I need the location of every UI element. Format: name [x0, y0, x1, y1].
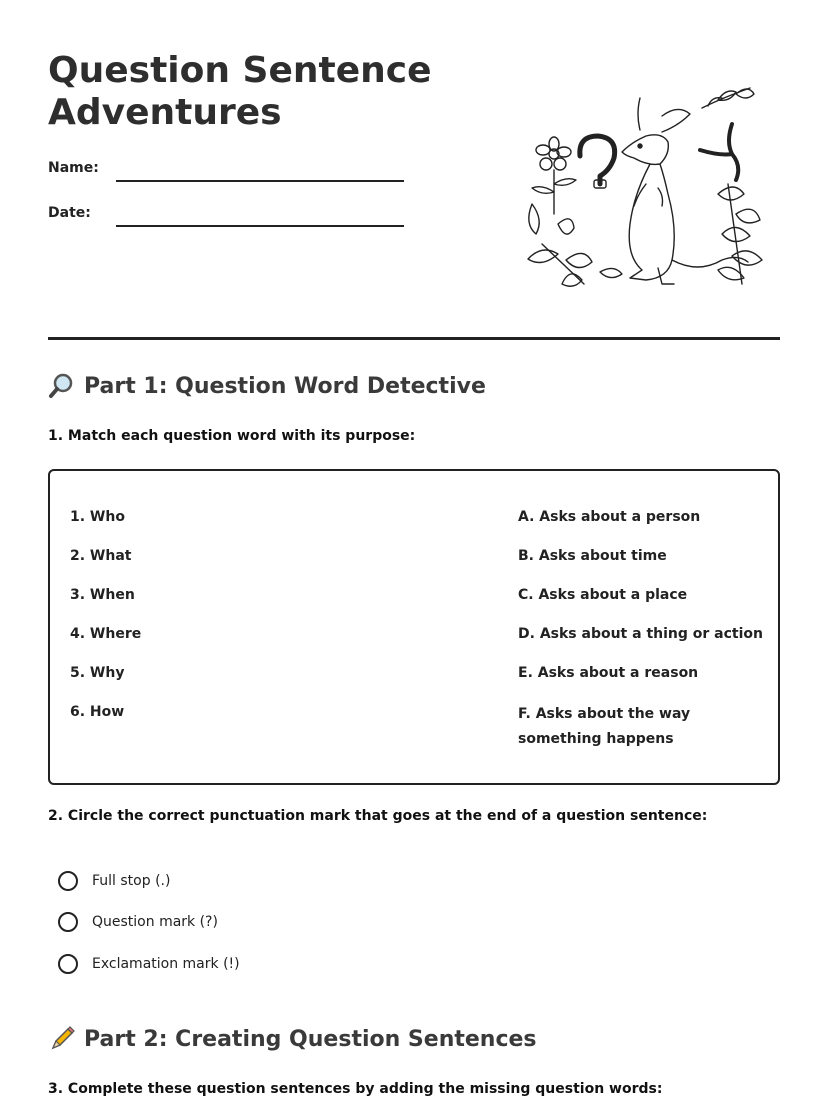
purpose-item: D. Asks about a thing or action [518, 626, 763, 642]
flower-icon [532, 137, 576, 214]
question-word-item: 6. How [70, 704, 125, 720]
title-line-2: Adventures [48, 92, 282, 133]
leaves-icon [718, 184, 762, 284]
section-divider [48, 337, 780, 340]
radio-circle[interactable] [58, 912, 78, 932]
radio-circle[interactable] [58, 871, 78, 891]
title-line-1: Question Sentence [48, 50, 432, 91]
option-label: Full stop (.) [92, 873, 171, 889]
question-2: 2. Circle the correct punctuation mark that goes at the end of a question sentence: [48, 808, 708, 824]
purpose-item: A. Asks about a person [518, 509, 701, 525]
option-label: Question mark (?) [92, 914, 218, 930]
kangaroo-illustration [522, 84, 768, 294]
question-word-item: 3. When [70, 587, 135, 603]
option-exclamation-mark[interactable] [58, 954, 240, 974]
purposes-list [518, 507, 768, 752]
matching-box [48, 469, 780, 785]
date-field[interactable] [116, 225, 404, 227]
question-word-item: 1. Who [70, 509, 125, 525]
question-1: 1. Match each question word with its purpose: [48, 428, 416, 444]
worksheet-title [48, 50, 468, 134]
part1-heading [48, 372, 486, 400]
date-label: Date: [48, 205, 91, 221]
option-full-stop[interactable] [58, 871, 170, 891]
radio-circle[interactable] [58, 954, 78, 974]
question-word-item: 4. Where [70, 626, 142, 642]
question-3: 3. Complete these question sentences by adding the missing question words: [48, 1081, 663, 1097]
option-label: Exclamation mark (!) [92, 956, 240, 972]
magnifying-glass-icon [48, 372, 76, 400]
branch-icon [702, 88, 754, 108]
leaves-icon [528, 204, 622, 286]
question-word-item: 5. Why [70, 665, 125, 681]
part2-heading [48, 1025, 537, 1053]
option-question-mark[interactable] [58, 912, 218, 932]
name-field[interactable] [116, 180, 404, 182]
question-mark-icon [580, 136, 615, 184]
question-word-item: 2. What [70, 548, 132, 564]
part1-heading-text: Part 1: Question Word Detective [84, 373, 486, 399]
purpose-item: F. Asks about the way something happens [518, 706, 691, 747]
purpose-item: C. Asks about a place [518, 587, 688, 603]
purpose-item: B. Asks about time [518, 548, 667, 564]
part2-heading-text: Part 2: Creating Question Sentences [84, 1026, 537, 1052]
name-label: Name: [48, 160, 99, 176]
pencil-icon [48, 1025, 76, 1053]
purpose-item: E. Asks about a reason [518, 665, 699, 681]
question-words-list [70, 507, 141, 741]
